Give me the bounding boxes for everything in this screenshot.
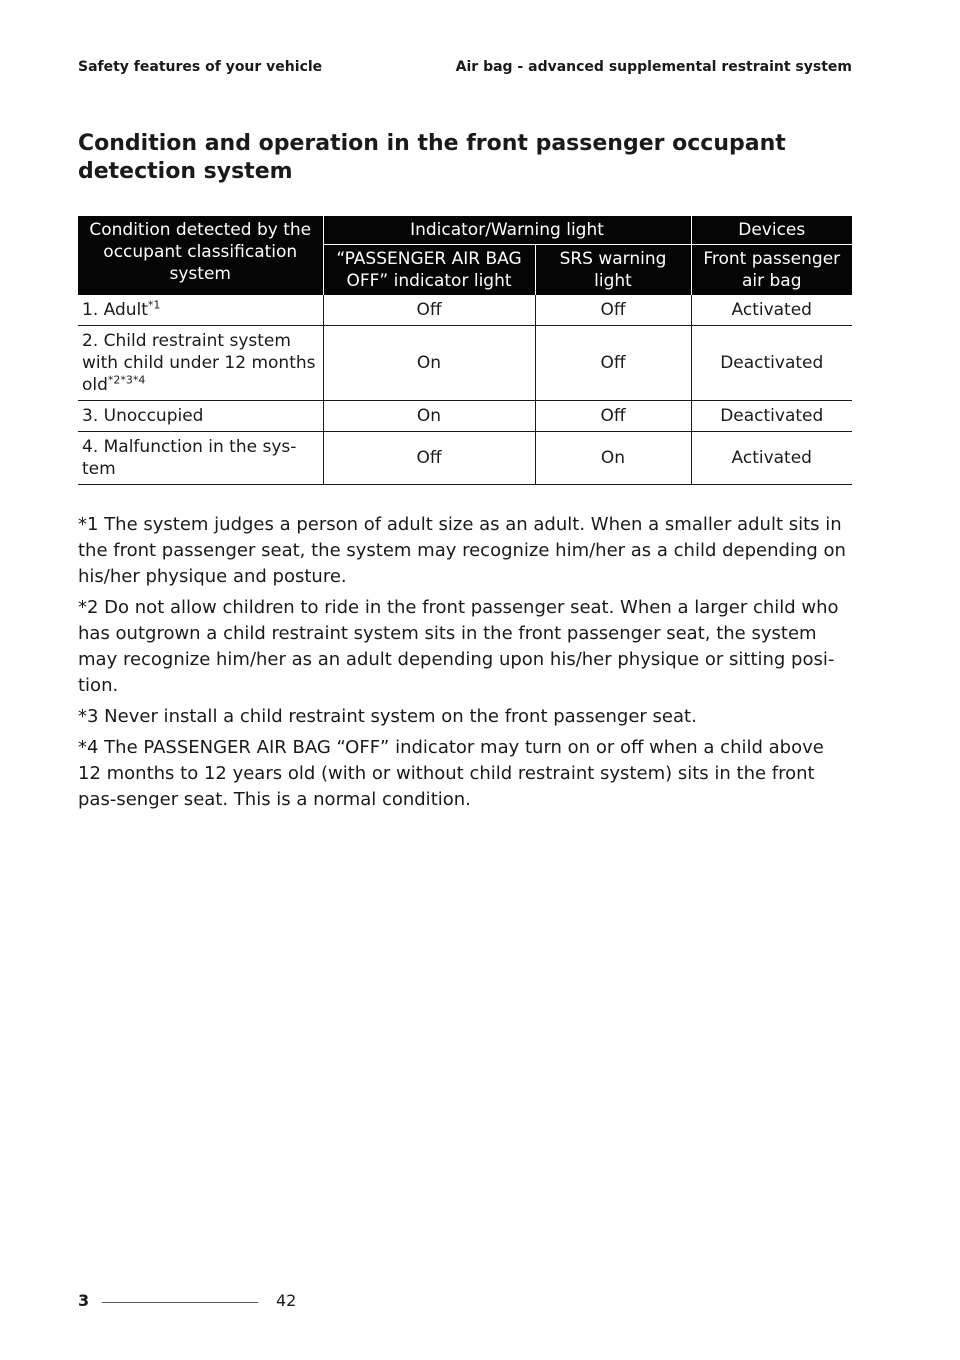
footnote-2: *2 Do not allow children to ride in the front passenger seat. When a larger child who has outgrown a child restraint system sits in the front passenger seat, the system may recognize him/her as an adult depending upon his/her physique or sitting posi-tion.: [78, 597, 839, 696]
passenger-light-status: Off: [323, 295, 535, 326]
passenger-light-status: Off: [323, 432, 535, 485]
occupant-detection-table: [78, 216, 852, 485]
header-chapter-title: Safety features of your vehicle: [78, 59, 323, 75]
header-front-airbag: Front passenger air bag: [691, 245, 852, 296]
condition-text: 3. Unoccupied: [82, 406, 204, 426]
header-passenger-indicator: “PASSENGER AIR BAG OFF” indicator light: [323, 245, 535, 296]
header-srs-light: SRS warning light: [535, 245, 691, 296]
srs-light-status: On: [535, 432, 691, 485]
header-section-title: Air bag - advanced supplemental restraint system: [455, 59, 852, 75]
srs-light-status: Off: [535, 401, 691, 432]
airbag-status: Deactivated: [691, 401, 852, 432]
airbag-status: Deactivated: [691, 326, 852, 401]
footnote-1: *1 The system judges a person of adult size as an adult. When a smaller adult sits in the front passenger seat, the system may recognize him/her as a child depending on his/her physique and posture.: [78, 514, 846, 587]
footnote-3: *3 Never install a child restraint system on the front passenger seat.: [78, 706, 697, 727]
condition-text: 2. Child restraint system with child under 12 months old: [82, 331, 316, 395]
header-indicator-group: Indicator/Warning light: [323, 216, 691, 245]
table-row: [78, 326, 852, 401]
footnote-ref: *1: [147, 298, 161, 312]
page-footer: [78, 1291, 297, 1315]
table-row: [78, 295, 852, 326]
airbag-status: Activated: [691, 295, 852, 326]
row-condition: [78, 432, 323, 485]
airbag-status: Activated: [691, 432, 852, 485]
row-condition: [78, 401, 323, 432]
running-header: [78, 59, 852, 81]
header-condition: Condition detected by the occupant classification system: [78, 216, 323, 295]
condition-text: 1. Adult: [82, 300, 148, 320]
section-title: Condition and operation in the front passenger occupant detection system: [78, 131, 786, 184]
chapter-number: 3: [78, 1291, 90, 1310]
footnote-ref: *2*3*4: [107, 373, 146, 387]
table-row: [78, 432, 852, 485]
footer-rule: [102, 1302, 258, 1303]
passenger-light-status: On: [323, 326, 535, 401]
condition-text: 4. Malfunction in the sys-tem: [82, 437, 297, 479]
row-condition: [78, 295, 323, 326]
header-devices-group: Devices: [691, 216, 852, 245]
passenger-light-status: On: [323, 401, 535, 432]
page-number: 42: [276, 1291, 297, 1310]
srs-light-status: Off: [535, 295, 691, 326]
table-row: [78, 401, 852, 432]
row-condition: [78, 326, 323, 401]
footnotes: [78, 512, 852, 818]
srs-light-status: Off: [535, 326, 691, 401]
footnote-4: *4 The PASSENGER AIR BAG “OFF” indicator may turn on or off when a child above 12 months to 12 years old (with or without child restraint system) sits in the front pas-senger seat. This is a normal condition.: [78, 737, 824, 810]
